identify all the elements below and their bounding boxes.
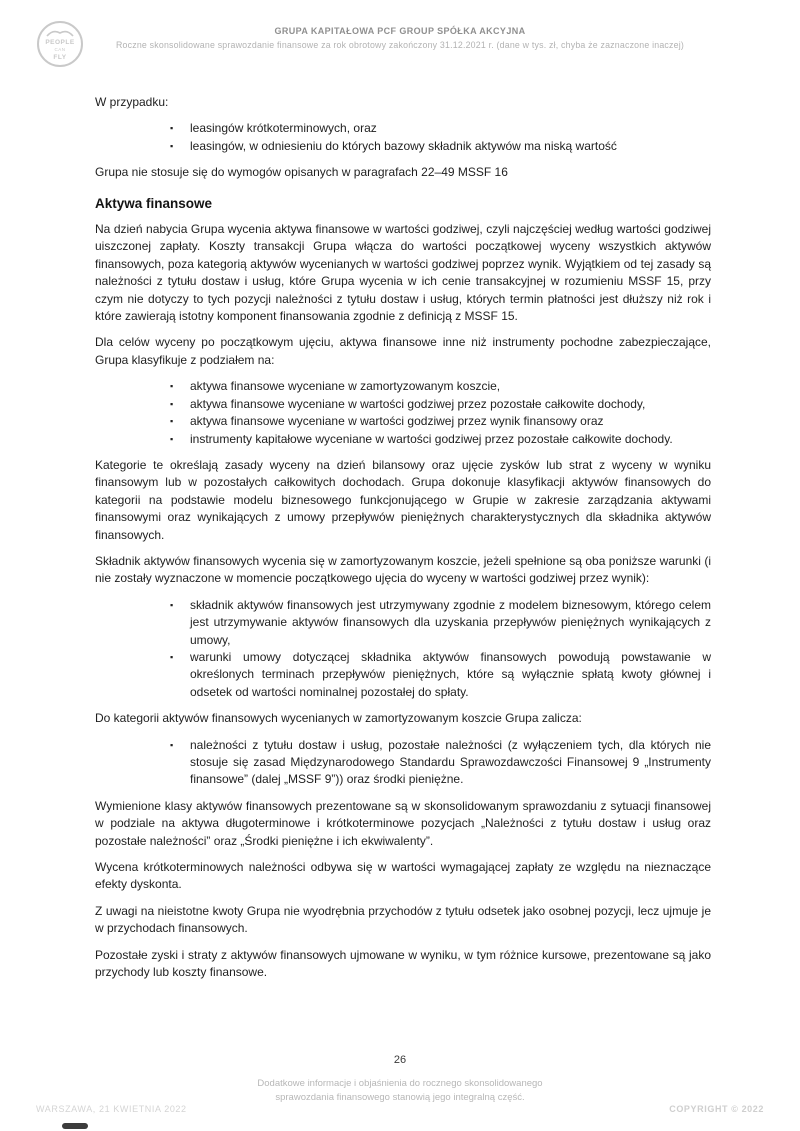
paragraph: Wymienione klasy aktywów finansowych prezentowane są w skonsolidowanym sprawozdaniu z sytuacji finansowej w podziale na aktywa długoterminowe i krótkoterminowe pozycjach „Należności z tytułu dostaw i usług oraz pozostałe należności” oraz „Środki pieniężne i ich ekwiwalenty”. bbox=[95, 798, 711, 848]
paragraph: Wycena krótkoterminowych należności odbywa się w wartości wymagającej zapłaty ze względu na nieznaczące efekty dyskonta. bbox=[95, 860, 711, 892]
bullet-text: instrumenty kapitałowe wyceniane w wartości godziwej przez pozostałe całkowite dochody. bbox=[190, 431, 673, 446]
bullet-icon: ▪ bbox=[170, 123, 174, 134]
bullet-text: składnik aktywów finansowych jest utrzymywany zgodnie z modelem biznesowym, którego celem jest utrzymywanie aktywów finansowych dla uzyskania przepływów pieniężnych wynikających z umowy, bbox=[190, 597, 711, 647]
bullet-text: warunki umowy dotyczącej składnika aktywów finansowych powodują powstawanie w określonych terminach przepływów pieniężnych, które są wyłącznie spłatą kwoty głównej i odsetek od wartości nominalnej pozostałej do spłaty. bbox=[190, 649, 711, 699]
bullet-item bbox=[168, 138, 711, 155]
bullet-item bbox=[168, 737, 711, 789]
bullet-text: aktywa finansowe wyceniane w wartości godziwej przez pozostałe całkowite dochody, bbox=[190, 396, 646, 411]
document-blocks bbox=[95, 94, 711, 981]
page-header bbox=[0, 26, 800, 50]
bullet-icon: ▪ bbox=[170, 381, 174, 392]
paragraph: Kategorie te określają zasady wyceny na dzień bilansowy oraz ujęcie zysków lub strat z wyceny w wyniku finansowym lub w pozostałych całkowitych dochodach. Grupa dokonuje klasyfikacji aktywów finansowych do kategorii na podstawie modelu biznesowego funkcjonującego w Grupie w zakresie zarządzania aktywami finansowymi oraz wynikających z umowy przepływów pieniężnych charakterystycznych dla składnika aktywów finansowych. bbox=[95, 457, 711, 542]
bullet-item bbox=[168, 431, 711, 448]
bullet-item bbox=[168, 649, 711, 701]
bullet-text: leasingów krótkoterminowych, oraz bbox=[190, 121, 377, 136]
footer-copyright: COPYRIGHT © 2022 bbox=[669, 1104, 764, 1114]
logo-text-fly: FLY bbox=[53, 54, 67, 61]
logo-text-people: PEOPLE bbox=[45, 39, 75, 46]
paragraph: Dla celów wyceny po początkowym ujęciu, aktywa finansowe inne niż instrumenty pochodne zabezpieczające, Grupa klasyfikuje z podziałem na: bbox=[95, 335, 711, 367]
bullet-icon: ▪ bbox=[170, 739, 174, 750]
paragraph: Z uwagi na nieistotne kwoty Grupa nie wyodrębnia przychodów z tytułu odsetek jako osobnej pozycji, lecz ujmuje je w przychodach finansowych. bbox=[95, 903, 711, 936]
page-number: 26 bbox=[393, 1054, 407, 1066]
bullet-icon: ▪ bbox=[170, 398, 174, 409]
bullet-icon: ▪ bbox=[170, 416, 174, 427]
bullet-text: aktywa finansowe wyceniane w zamortyzowanym koszcie, bbox=[190, 379, 501, 394]
bullet-item bbox=[168, 597, 711, 649]
bullet-icon: ▪ bbox=[170, 599, 174, 610]
bullet-text: leasingów, w odniesieniu do których bazowy składnik aktywów ma niską wartość bbox=[190, 138, 617, 153]
paragraph: Grupa nie stosuje się do wymogów opisanych w paragrafach 22–49 MSSF 16 bbox=[95, 165, 508, 180]
bullet-text: aktywa finansowe wyceniane w wartości godziwej przez wynik finansowy oraz bbox=[190, 414, 604, 429]
paragraph: Na dzień nabycia Grupa wycenia aktywa finansowe w wartości godziwej, czyli najczęściej według wartości godziwej uiszczonej zapłaty. Koszty transakcji Grupa włącza do wartości początkowej wyceny wszystkich aktywów finansowych, poza kategorią aktywów wycenianych w wartości godziwej poprzez wynik. Wyjątkiem od tej zasady są należności z tytułu dostaw i usług, które Grupa wycenia w ich cenie transakcyjnej w rozumieniu MSSF 15, przy czym nie dotyczy to tych pozycji należności z tytułu dostaw i usług, których termin płatności jest dłuższy niż rok i które zawierają istotny komponent finansowania zgodnie z definicją z MSSF 15. bbox=[95, 222, 711, 324]
bullet-item bbox=[168, 378, 711, 395]
bullet-list bbox=[95, 737, 711, 789]
bullet-text: należności z tytułu dostaw i usług, pozostałe należności (z wyłączeniem tych, dla których nie stosuje się zasad Międzynarodowego Standardu Sprawozdawczości Finansowej 9 „Instrumenty finansowe” (dalej „MSSF 9”)) oraz środki pieniężne. bbox=[190, 737, 711, 787]
footer-note-line1: Dodatkowe informacje i objaśnienia do rocznego skonsolidowanego bbox=[257, 1078, 543, 1089]
footer-place-date: WARSZAWA, 21 KWIETNIA 2022 bbox=[36, 1104, 187, 1114]
bullet-list bbox=[95, 378, 711, 448]
paragraph: Do kategorii aktywów finansowych wycenianych w zamortyzowanym koszcie Grupa zalicza: bbox=[95, 711, 582, 726]
company-title: GRUPA KAPITAŁOWA PCF GROUP SPÓŁKA AKCYJNA bbox=[274, 26, 526, 36]
footer-note-line2: sprawozdania finansowego stanowią jego integralną część. bbox=[275, 1092, 525, 1103]
paragraph: Składnik aktywów finansowych wycenia się w zamortyzowanym koszcie, jeżeli spełnione są oba poniższe warunki (i nie zostały wyznaczone w momencie początkowego ujęcia do wyceny w wartości godziwej przez wynik): bbox=[95, 553, 711, 586]
bullet-item bbox=[168, 396, 711, 413]
bullet-item bbox=[168, 413, 711, 430]
paragraph: W przypadku: bbox=[95, 95, 169, 109]
footer-note bbox=[0, 1077, 800, 1105]
logo-text-can: CAN bbox=[54, 47, 66, 52]
scrollbar-thumb[interactable] bbox=[62, 1123, 88, 1129]
section-heading: Aktywa finansowe bbox=[95, 195, 213, 211]
bullet-item bbox=[168, 120, 711, 137]
bullet-list bbox=[95, 120, 711, 155]
report-subtitle: Roczne skonsolidowane sprawozdanie finansowe za rok obrotowy zakończony 31.12.2021 r. (dane w tys. zł, chyba że zaznaczone inaczej) bbox=[116, 40, 684, 50]
bullet-icon: ▪ bbox=[170, 140, 174, 151]
bullet-icon: ▪ bbox=[170, 433, 174, 444]
bullet-list bbox=[95, 597, 711, 701]
document-body bbox=[95, 94, 711, 990]
paragraph: Pozostałe zyski i straty z aktywów finansowych ujmowane w wyniku, w tym różnice kursowe, prezentowane są jako przychody lub koszty finansowe. bbox=[95, 947, 711, 980]
bullet-icon: ▪ bbox=[170, 651, 174, 662]
